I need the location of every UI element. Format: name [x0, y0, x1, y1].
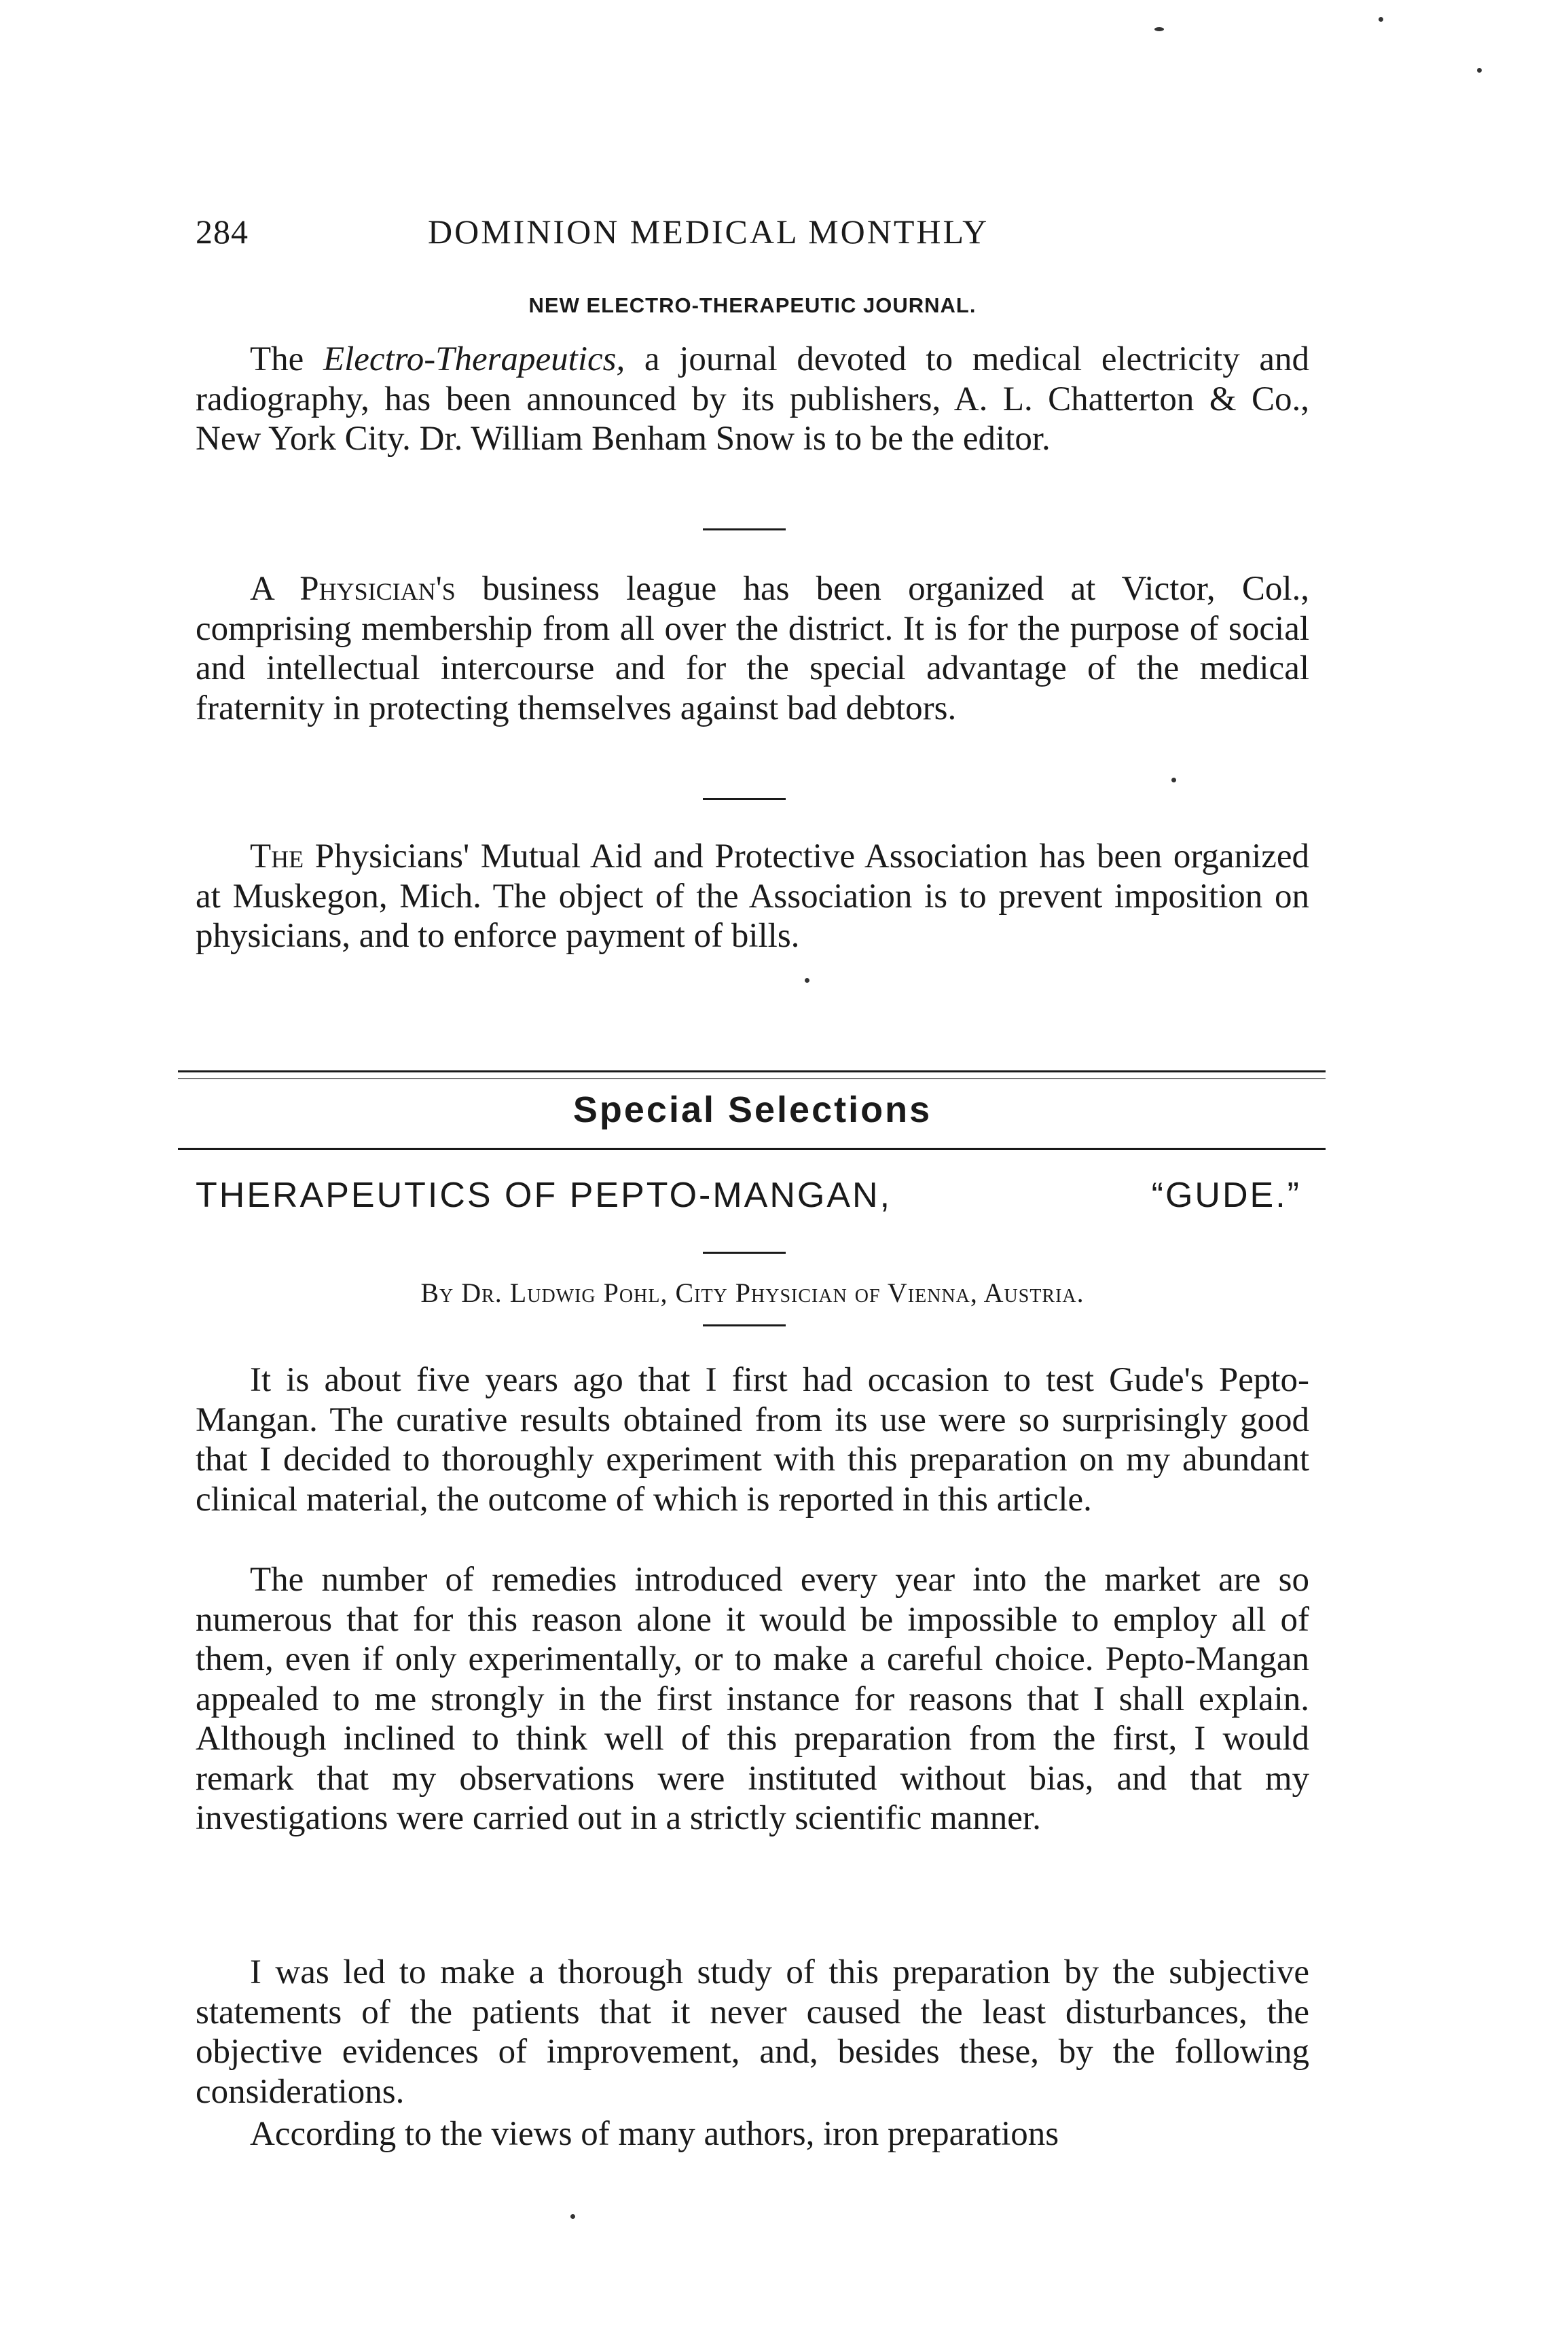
section-rule-top-thin [178, 1078, 1326, 1079]
lead-small-caps: The [250, 837, 304, 875]
section-rule-top [178, 1070, 1326, 1072]
article-paragraph-4: According to the views of many authors, iron preparations [250, 2115, 1059, 2153]
article-paragraph-3: I was led to make a thorough study of this preparation by the subjective statements of the patients that it never caused the least disturbances, the objective evidences of improvement, and, besides these, by the following considerations. [196, 1953, 1309, 2111]
paragraph-journal [196, 340, 1309, 459]
para-body: a journal devoted to medical electricity and radiography, has been announced by its publishers, A. L. Chatterton & Co., New York City. Dr. William Benham Snow is to be the editor. [196, 340, 1310, 458]
paragraph-mutual-aid [196, 837, 1309, 956]
scan-speck [570, 2214, 575, 2219]
section-heading-journal: NEW ELECTRO-THERAPEUTIC JOURNAL. [528, 293, 977, 317]
short-divider [703, 798, 786, 800]
paragraph-physicians-league [196, 569, 1309, 728]
para-lead: The [250, 340, 304, 378]
scan-speck [1154, 27, 1164, 31]
running-title: DOMINION MEDICAL MONTHLY [428, 213, 989, 251]
scan-speck [1171, 778, 1176, 782]
scan-speck [1477, 68, 1482, 73]
scan-speck [1379, 17, 1383, 22]
article-title [196, 1175, 1309, 1223]
short-divider [703, 528, 786, 530]
special-selections-heading: Special Selections [572, 1089, 932, 1130]
section-rule-bottom [178, 1148, 1326, 1150]
article-paragraph-1: It is about five years ago that I first had occasion to test Gude's Pepto-Mangan. The curative results obtained from its use were so surprisingly good that I decided to thoroughly experiment with this preparation on my abundant clinical material, the outcome of which is reported in this article. [196, 1361, 1309, 1519]
running-head [196, 212, 1309, 266]
page-number: 284 [196, 213, 249, 251]
short-divider [703, 1252, 786, 1254]
short-divider [703, 1324, 786, 1326]
article-paragraph-2: The number of remedies introduced every year into the market are so numerous that for this reason alone it would be impossible to employ all of them, even if only experimentally, or to make a careful choice. Pepto-Mangan appealed to me strongly in the first instance for reasons that I shall explain. Although inclined to think well of this preparation from the first, I would remark that my observations were instituted without bias, and that my investigations were carried out in a strictly scientific manner. [196, 1561, 1309, 1837]
para-body: business league has been organized at Victor, Col., comprising membership from all over the district. It is for the purpose of social and intellectual intercourse and for the special advantage of the medical fraternity in protecting themselves against bad debtors. [196, 570, 1310, 727]
scan-speck [805, 978, 809, 983]
para-body: Physicians' Mutual Aid and Protective Association has been organized at Muskegon, Mich. The object of the Association is to prevent imposition on physicians, and to enforce payment of bills. [196, 837, 1310, 955]
article-title-main: THERAPEUTICS OF PEPTO-MANGAN, [196, 1176, 892, 1215]
lead-small-caps: A Physician's [250, 570, 456, 608]
article-byline: By Dr. Ludwig Pohl, City Physician of Vienna, Austria. [420, 1278, 1084, 1308]
journal-title: Electro-Therapeutics, [323, 340, 625, 378]
article-title-gude: “GUDE.” [1151, 1176, 1301, 1215]
